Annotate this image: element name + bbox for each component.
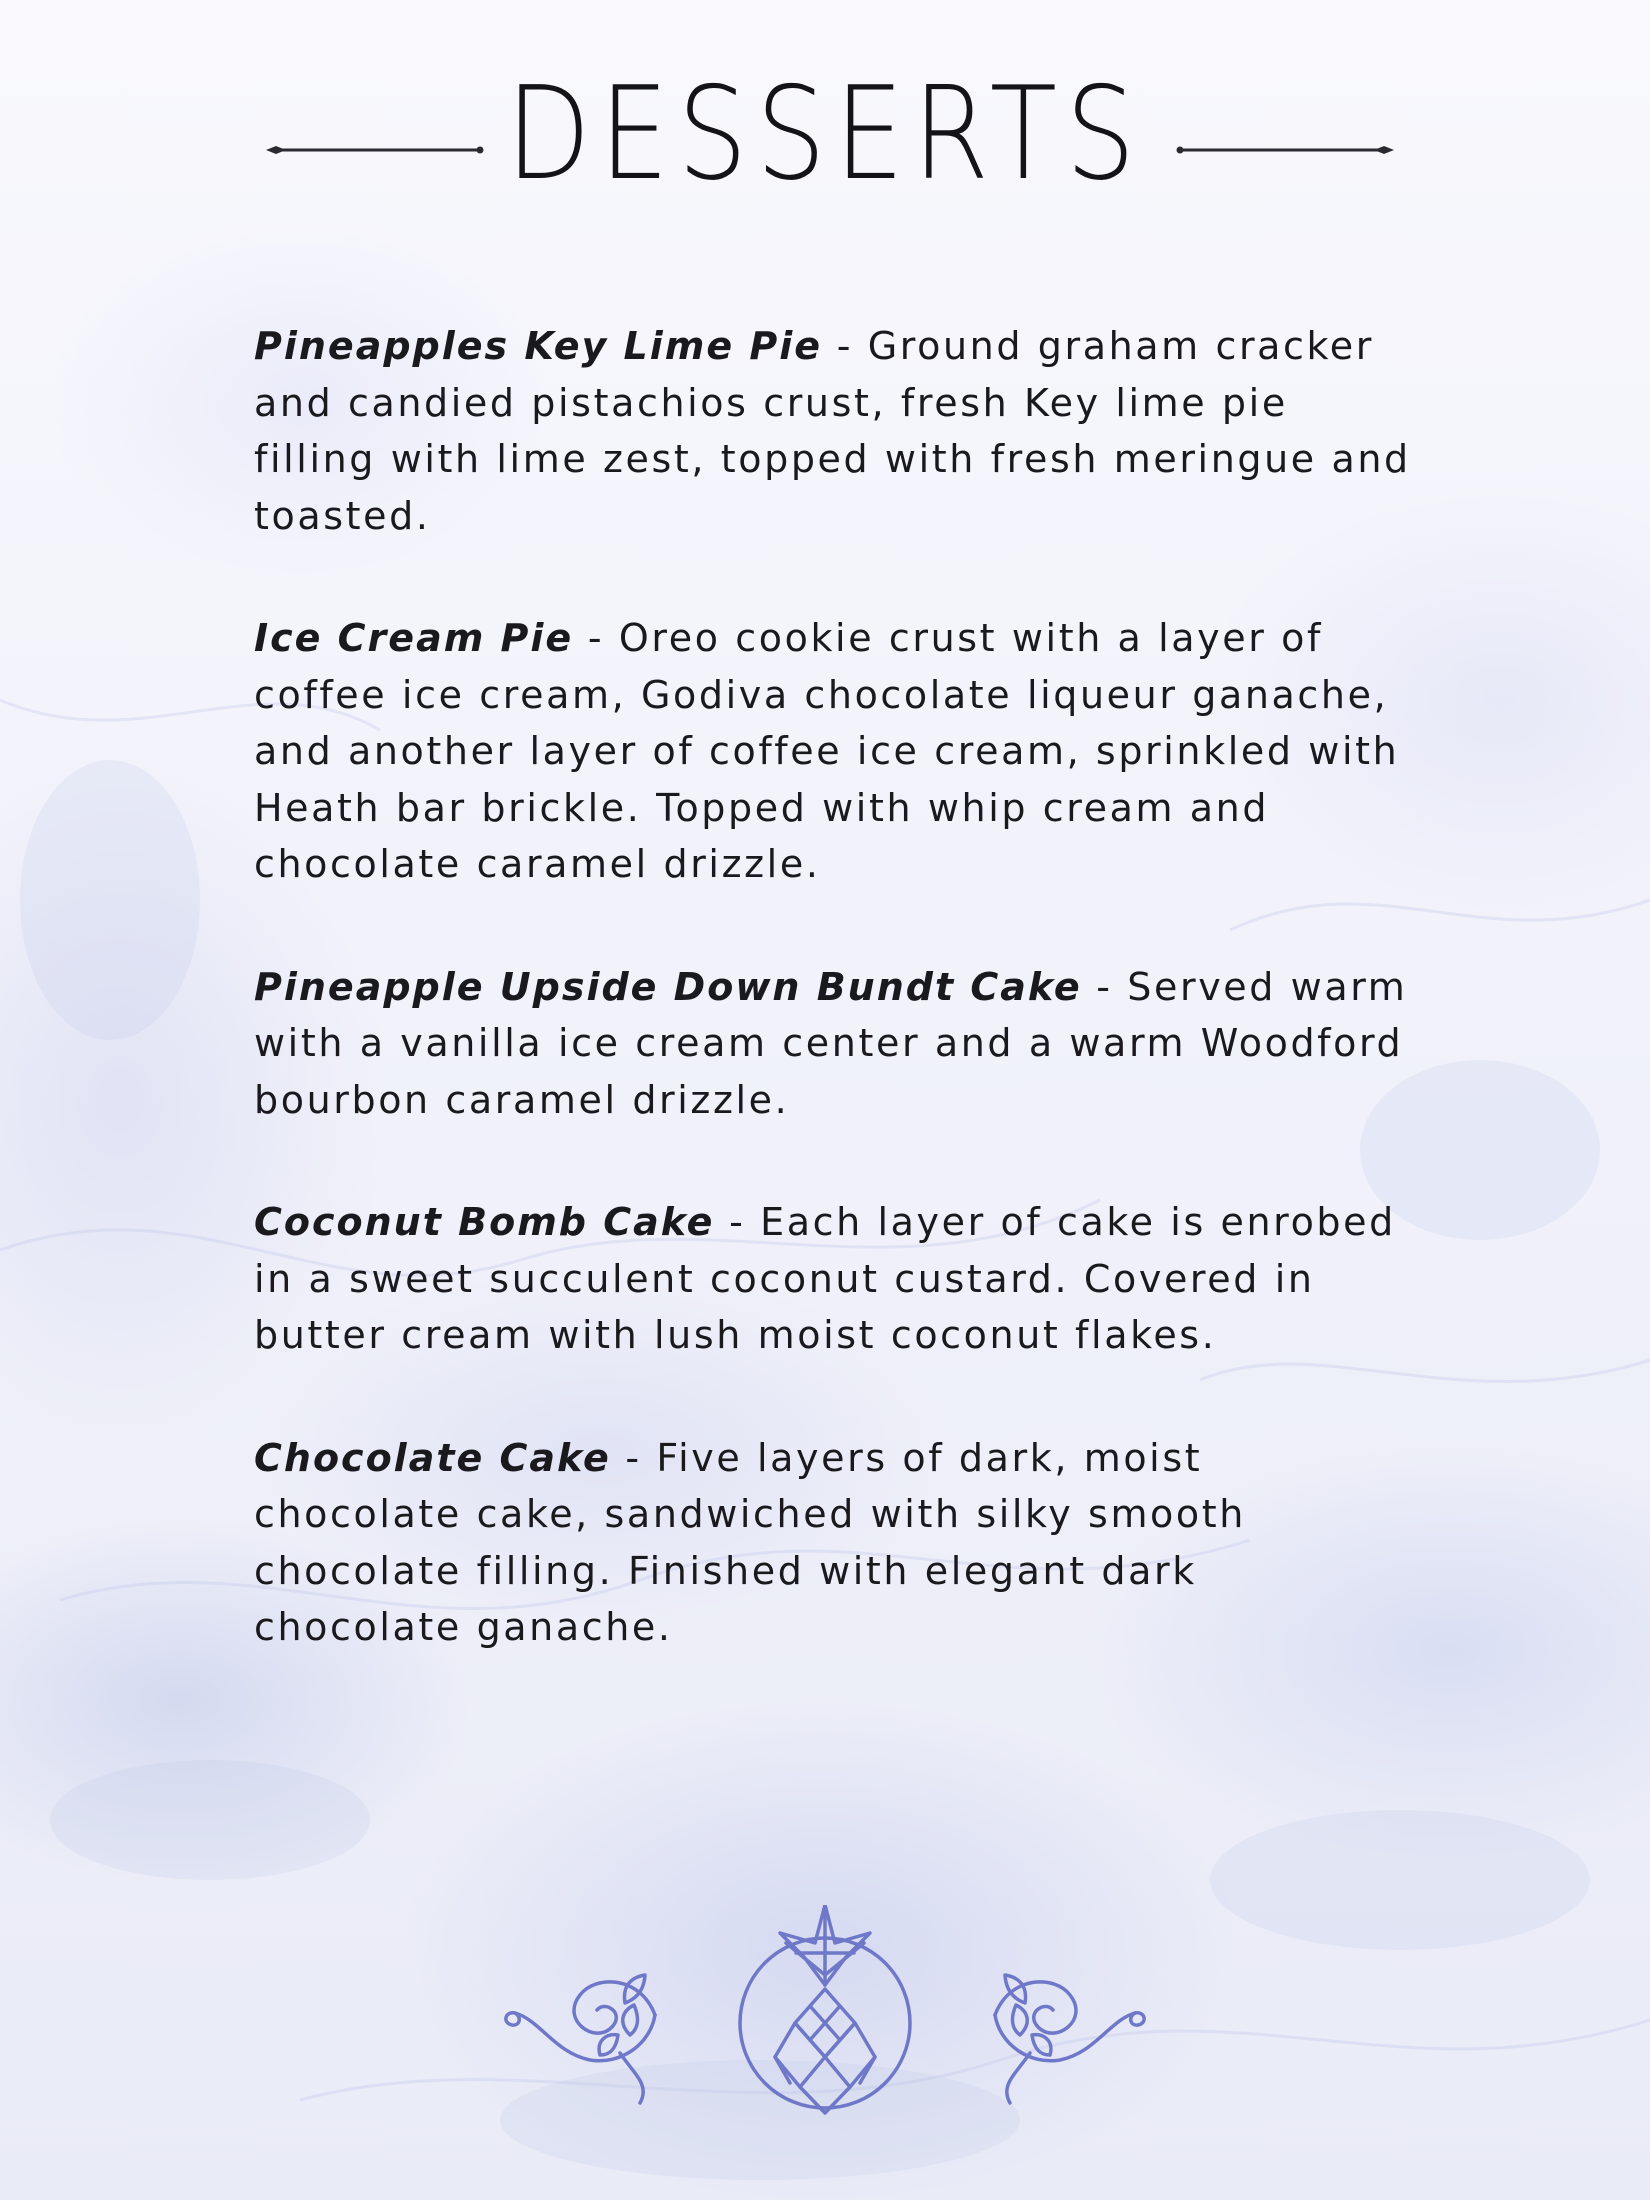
menu-item (254, 1430, 1414, 1656)
menu-item (254, 959, 1414, 1129)
menu-item (254, 1194, 1414, 1364)
menu-item-name: Pineapple Upside Down Bundt Cake (254, 964, 1082, 1009)
menu-item-separator: - (1081, 964, 1128, 1009)
menu-item-separator: - (573, 616, 619, 660)
menu-item-description: Served warm with a vanilla ice cream center and a warm Woodford bourbon caramel drizzle. (254, 964, 1408, 1122)
menu-item-separator: - (822, 324, 868, 368)
menu-item-name: Chocolate Cake (254, 1435, 611, 1480)
dessert-list (254, 318, 1414, 1722)
menu-item-separator: - (610, 1435, 657, 1480)
right-scroll-ornament-icon (995, 1975, 1144, 2103)
menu-item-description: Ground graham cracker and candied pistachios crust, fresh Key lime pie filling with lime zest, topped with fresh meringue and toasted. (254, 324, 1411, 538)
menu-item (254, 318, 1414, 544)
right-ornament-rule-icon (1174, 140, 1394, 160)
menu-item-description: Five layers of dark, moist chocolate cake, sandwiched with silky smooth chocolate filling. Finished with elegant dark chocolate ganache. (254, 1435, 1246, 1649)
menu-header (0, 60, 1650, 210)
menu-item-name: Ice Cream Pie (254, 616, 574, 660)
menu-item-description: Each layer of cake is enrobed in a sweet succulent coconut custard. Covered in butter cream with lush moist coconut flakes. (254, 1200, 1396, 1357)
pineapple-crest-icon (500, 1905, 1150, 2115)
menu-item-description: Oreo cookie crust with a layer of coffee ice cream, Godiva chocolate liqueur ganache, and another layer of coffee ice cream, sprinkled with Heath bar brickle. Topped with whip cream and chocolate caramel drizzle. (254, 616, 1400, 886)
menu-item-name: Coconut Bomb Cake (254, 1200, 715, 1244)
page-title: DESSERTS (505, 60, 1145, 209)
menu-item (254, 610, 1414, 893)
left-scroll-ornament-icon (506, 1975, 655, 2103)
menu-item-separator: - (714, 1200, 761, 1244)
menu-item-name: Pineapples Key Lime Pie (254, 324, 823, 368)
